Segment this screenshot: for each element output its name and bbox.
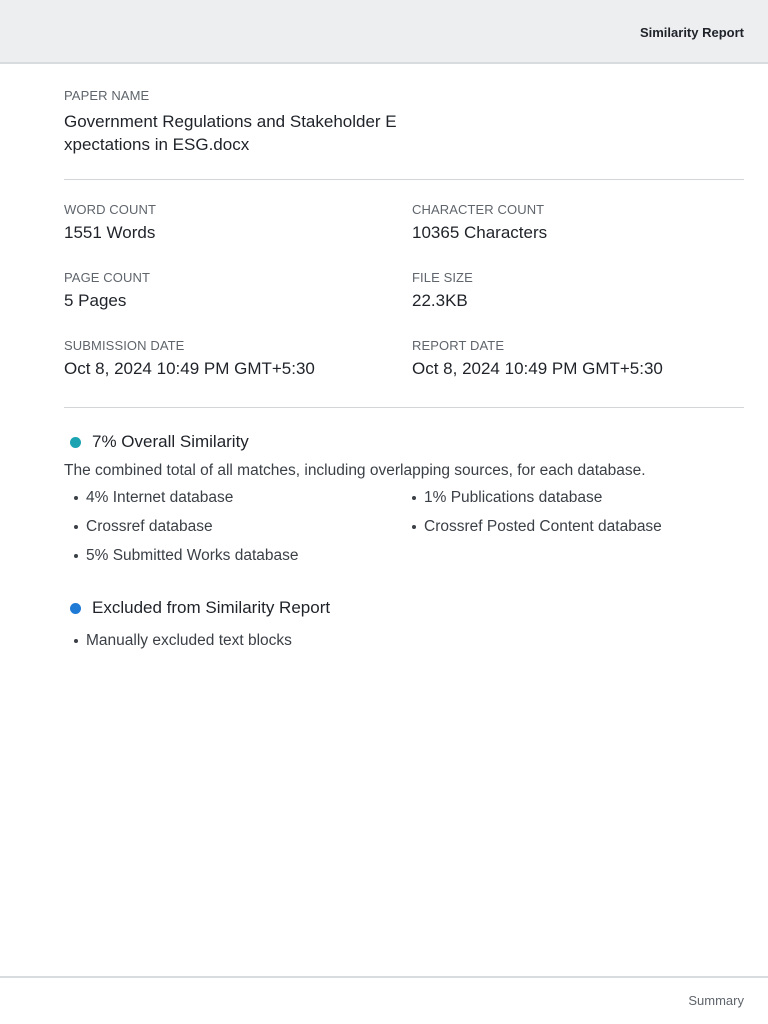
- source-item-label: 5% Submitted Works database: [86, 547, 299, 564]
- file-size-label: FILE SIZE: [412, 270, 473, 285]
- file-size-value: 22.3KB: [412, 291, 468, 310]
- source-item: [402, 489, 602, 507]
- source-item: [64, 489, 233, 507]
- word-count: [64, 202, 384, 243]
- bullet-icon: [74, 496, 78, 500]
- source-item-label: Crossref Posted Content database: [424, 518, 662, 535]
- character-count-label: CHARACTER COUNT: [412, 202, 545, 217]
- character-count: [412, 202, 732, 243]
- page-count-label: PAGE COUNT: [64, 270, 150, 285]
- source-item-label: Crossref database: [86, 518, 213, 535]
- footer-summary-label: Summary: [688, 993, 744, 1008]
- similarity-dot-icon: [70, 437, 81, 448]
- paper-name-label: PAPER NAME: [64, 88, 150, 103]
- divider: [64, 179, 744, 180]
- word-count-label: WORD COUNT: [64, 202, 156, 217]
- source-item-label: 1% Publications database: [424, 489, 603, 506]
- bullet-icon: [74, 554, 78, 558]
- submission-date-label: SUBMISSION DATE: [64, 338, 185, 353]
- divider: [64, 407, 744, 408]
- report-date-label: REPORT DATE: [412, 338, 505, 353]
- submission-date: [64, 338, 384, 379]
- report-title: Similarity Report: [639, 25, 744, 40]
- bullet-icon: [74, 525, 78, 529]
- report-footer: [0, 976, 768, 1024]
- report-date-value: Oct 8, 2024 10:49 PM GMT+5:30: [412, 359, 663, 378]
- overall-similarity-heading: [70, 432, 249, 452]
- source-item: [64, 518, 213, 536]
- source-item: [64, 547, 299, 565]
- paper-name-value: Government Regulations and Stakeholder Expectations in ESG.docx: [64, 112, 397, 154]
- page-count-value: 5 Pages: [64, 291, 127, 310]
- page-count: [64, 270, 384, 311]
- excluded-dot-icon: [70, 603, 81, 614]
- word-count-value: 1551 Words: [64, 223, 156, 242]
- source-item-label: 4% Internet database: [86, 489, 234, 506]
- bullet-icon: [74, 639, 78, 643]
- bullet-icon: [412, 525, 416, 529]
- report-header: [0, 0, 768, 64]
- character-count-value: 10365 Characters: [412, 223, 548, 242]
- excluded-heading: [70, 598, 330, 618]
- paper-name-section: [64, 88, 744, 156]
- source-item: [402, 518, 662, 536]
- bullet-icon: [412, 496, 416, 500]
- overall-similarity-title: 7% Overall Similarity: [92, 432, 249, 451]
- excluded-item-label: Manually excluded text blocks: [86, 632, 292, 649]
- submission-date-value: Oct 8, 2024 10:49 PM GMT+5:30: [64, 359, 315, 378]
- file-size: [412, 270, 732, 311]
- similarity-description: The combined total of all matches, including overlapping sources, for each database.: [64, 462, 646, 479]
- excluded-item: [64, 632, 292, 650]
- report-date: [412, 338, 732, 379]
- excluded-title: Excluded from Similarity Report: [92, 598, 331, 617]
